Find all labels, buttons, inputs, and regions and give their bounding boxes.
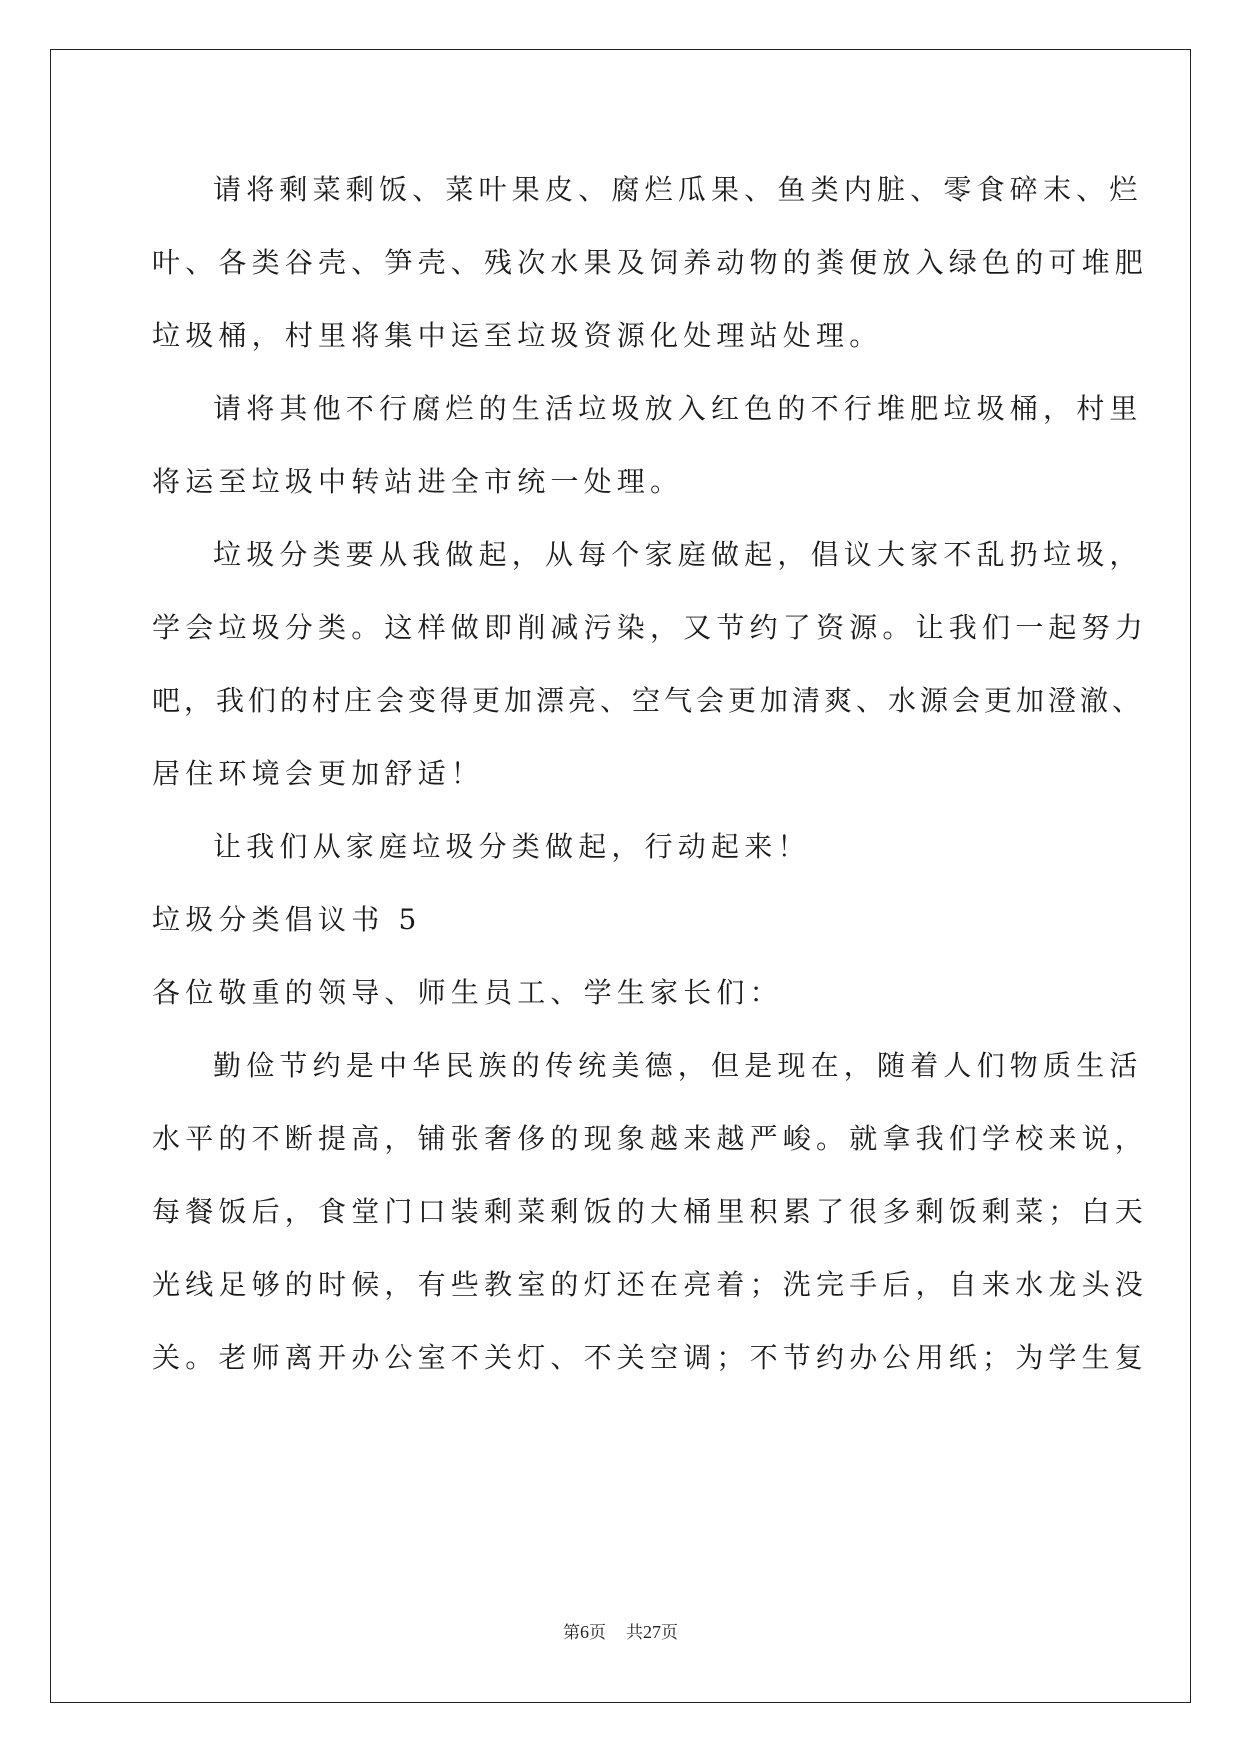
body-line: 学会垃圾分类。这样做即削减污染，又节约了资源。让我们一起努力	[152, 611, 1149, 644]
body-line: 请将剩菜剩饭、菜叶果皮、腐烂瓜果、鱼类内脏、零食碎末、烂	[213, 173, 1143, 206]
body-line: 请将其他不行腐烂的生活垃圾放入红色的不行堆肥垃圾桶，村里	[213, 392, 1143, 425]
body-line: 居住环境会更加舒适！	[152, 757, 485, 790]
body-line: 勤俭节约是中华民族的传统美德，但是现在，随着人们物质生活	[213, 1049, 1143, 1082]
body-line: 让我们从家庭垃圾分类做起，行动起来！	[213, 830, 811, 863]
body-line: 吧，我们的村庄会变得更加漂亮、空气会更加清爽、水源会更加澄澈、	[152, 684, 1145, 717]
current-page-number: 6	[580, 1622, 589, 1642]
body-line: 将运至垃圾中转站进全市统一处理。	[152, 465, 684, 498]
body-line: 光线足够的时候，有些教室的灯还在亮着；洗完手后，自来水龙头没	[152, 1268, 1149, 1301]
page-number-footer	[0, 1620, 1241, 1644]
body-line: 水平的不断提高，铺张奢侈的现象越来越严峻。就拿我们学校来说，	[152, 1122, 1149, 1155]
page-prefix: 第	[563, 1623, 580, 1643]
total-prefix: 共	[626, 1623, 643, 1643]
body-line: 每餐饭后，食堂门口装剩菜剩饭的大桶里积累了很多剩饭剩菜；白天	[152, 1195, 1149, 1228]
section-heading: 垃圾分类倡议书 5	[152, 903, 422, 936]
page-border	[50, 49, 1191, 1703]
body-line: 垃圾分类要从我做起，从每个家庭做起，倡议大家不乱扔垃圾，	[213, 538, 1143, 571]
total-unit: 页	[661, 1623, 678, 1643]
body-line: 叶、各类谷壳、笋壳、残次水果及饲养动物的粪便放入绿色的可堆肥	[152, 246, 1149, 279]
salutation: 各位敬重的领导、师生员工、学生家长们：	[152, 976, 783, 1009]
total-page-count: 27	[643, 1622, 661, 1642]
body-line: 垃圾桶，村里将集中运至垃圾资源化处理站处理。	[152, 319, 883, 352]
body-line: 关。老师离开办公室不关灯、不关空调；不节约办公用纸；为学生复	[152, 1341, 1149, 1374]
page-unit: 页	[589, 1623, 606, 1643]
